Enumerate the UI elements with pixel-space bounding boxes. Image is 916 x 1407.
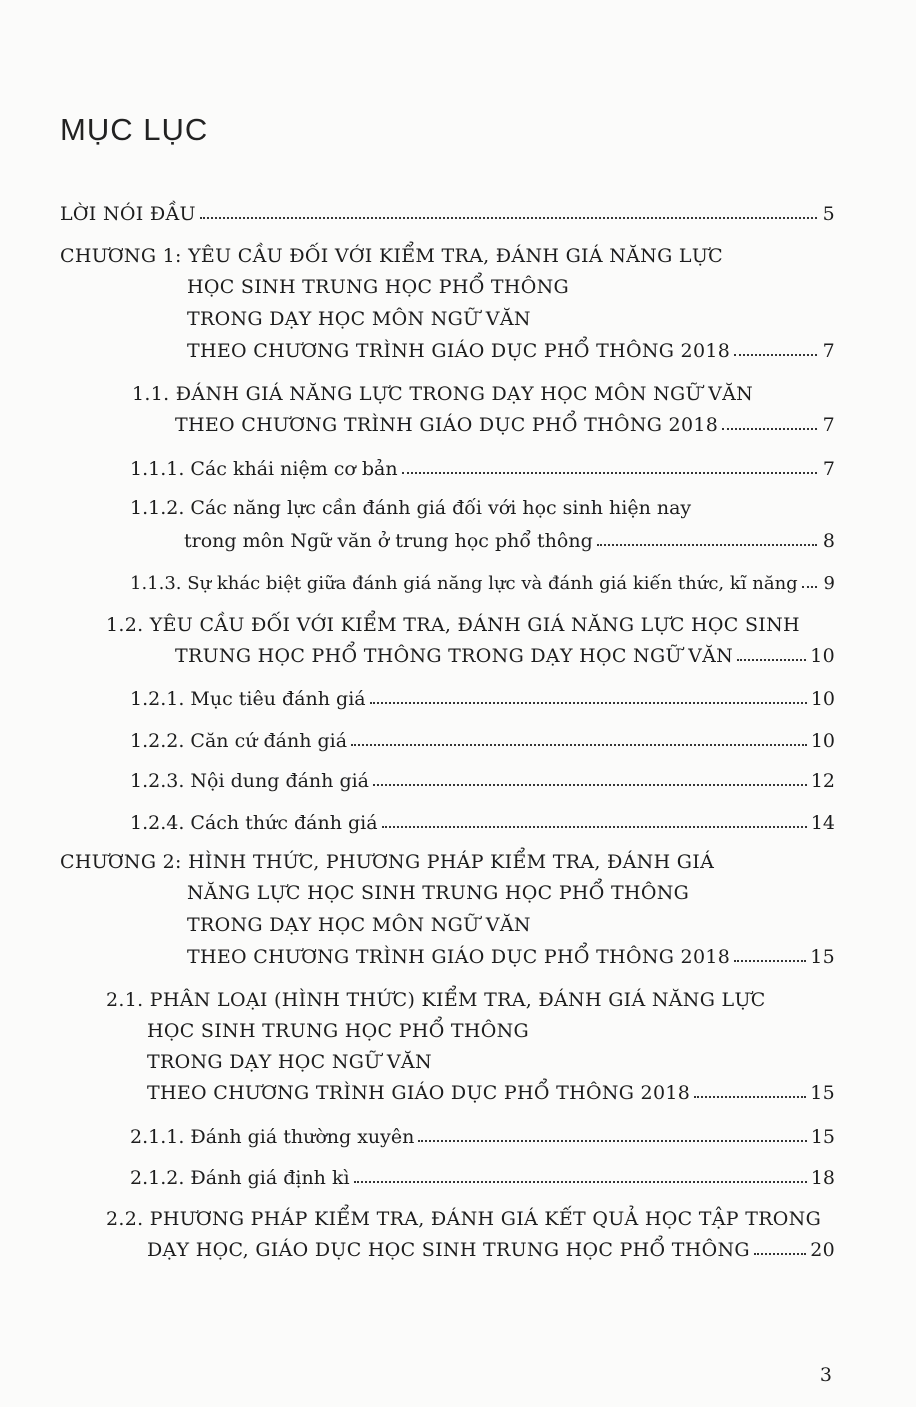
toc-entry-label: 1.1.3. Sự khác biệt giữa đánh giá năng lực và đánh giá kiến thức, kĩ năng: [130, 573, 798, 594]
toc-entry-label: THEO CHƯƠNG TRÌNH GIÁO DỤC PHỔ THÔNG 2018: [147, 1082, 691, 1104]
chapter-2-line-3: TRONG DẠY HỌC MÔN NGỮ VĂN: [187, 914, 531, 936]
toc-page-number: 5: [822, 203, 835, 225]
toc-entry-1-2-1: [130, 688, 835, 710]
toc-entry-label: THEO CHƯƠNG TRÌNH GIÁO DỤC PHỔ THÔNG 2018: [175, 414, 719, 436]
dot-leader: [200, 217, 817, 219]
toc-page-number: 15: [810, 1082, 835, 1104]
section-2-2-line-1: 2.2. PHƯƠNG PHÁP KIỂM TRA, ĐÁNH GIÁ KẾT QUẢ HỌC TẬP TRONG: [106, 1208, 822, 1230]
toc-entry-2-1-1: [130, 1126, 835, 1148]
section-2-1-line-3: TRONG DẠY HỌC NGỮ VĂN: [147, 1051, 432, 1073]
toc-page-number: 7: [822, 458, 835, 480]
toc-entry-1-2-4: [130, 812, 835, 834]
entry-1-1-2-line-1: 1.1.2. Các năng lực cần đánh giá đối với học sinh hiện nay: [130, 497, 692, 519]
toc-page-number: 7: [822, 414, 835, 436]
toc-entry-label: THEO CHƯƠNG TRÌNH GIÁO DỤC PHỔ THÔNG 2018: [187, 946, 731, 968]
toc-page-number: 10: [810, 645, 835, 667]
toc-entry-1-1-3: [130, 573, 835, 594]
toc-entry-label: 2.1.1. Đánh giá thường xuyên: [130, 1126, 415, 1148]
section-2-1-line-2: HỌC SINH TRUNG HỌC PHỔ THÔNG: [147, 1020, 530, 1042]
toc-entry-label: DẠY HỌC, GIÁO DỤC HỌC SINH TRUNG HỌC PHỔ THÔNG: [147, 1239, 750, 1261]
toc-entry-preface: [60, 203, 835, 225]
toc-entry-1-1-2: [184, 530, 835, 552]
dot-leader: [802, 586, 817, 588]
toc-entry-label: THEO CHƯƠNG TRÌNH GIÁO DỤC PHỔ THÔNG 2018: [187, 340, 731, 362]
chapter-1-line-2: HỌC SINH TRUNG HỌC PHỔ THÔNG: [187, 276, 570, 298]
toc-entry-1-1-1: [130, 458, 835, 480]
dot-leader: [734, 354, 817, 356]
dot-leader: [402, 472, 817, 474]
dot-leader: [373, 784, 807, 786]
toc-entry-label: TRUNG HỌC PHỔ THÔNG TRONG DẠY HỌC NGỮ VĂN: [175, 645, 734, 667]
toc-page-number: 9: [823, 573, 835, 594]
section-2-1-line-1: 2.1. PHÂN LOẠI (HÌNH THỨC) KIỂM TRA, ĐÁNH GIÁ NĂNG LỰC: [106, 989, 766, 1011]
dot-leader: [354, 1181, 807, 1183]
toc-page-number: 12: [810, 770, 835, 792]
toc-entry-label: 1.2.4. Cách thức đánh giá: [130, 812, 378, 834]
toc-entry-section-1-2: [175, 645, 835, 667]
chapter-1-line-3: TRONG DẠY HỌC MÔN NGỮ VĂN: [187, 308, 531, 330]
dot-leader: [694, 1096, 806, 1098]
toc-entry-label: 1.1.1. Các khái niệm cơ bản: [130, 458, 398, 480]
chapter-2-line-2: NĂNG LỰC HỌC SINH TRUNG HỌC PHỔ THÔNG: [187, 882, 690, 904]
toc-entry-label: 1.2.3. Nội dung đánh giá: [130, 770, 370, 792]
toc-entry-section-1-1: [175, 414, 835, 436]
toc-entry-section-2-1: [147, 1082, 835, 1104]
toc-entry-label: trong môn Ngữ văn ở trung học phổ thông: [184, 530, 593, 552]
toc-entry-label: 2.1.2. Đánh giá định kì: [130, 1167, 350, 1189]
dot-leader: [351, 744, 807, 746]
toc-entry-section-2-2: [147, 1239, 835, 1261]
toc-page-number: 8: [822, 530, 835, 552]
toc-entry-2-1-2: [130, 1167, 835, 1189]
chapter-2-line-1: CHƯƠNG 2: HÌNH THỨC, PHƯƠNG PHÁP KIỂM TRA, ĐÁNH GIÁ: [60, 851, 715, 873]
toc-page-number: 15: [810, 1126, 835, 1148]
toc-page-number: 7: [822, 340, 835, 362]
section-1-1-line-1: 1.1. ĐÁNH GIÁ NĂNG LỰC TRONG DẠY HỌC MÔN NGỮ VĂN: [132, 383, 754, 405]
dot-leader: [370, 702, 807, 704]
toc-page-number: 10: [810, 688, 835, 710]
toc-entry-1-2-2: [130, 730, 835, 752]
toc-entry-label: 1.2.1. Mục tiêu đánh giá: [130, 688, 366, 710]
toc-entry-chapter-2: [187, 946, 835, 968]
toc-entry-label: 1.2.2. Căn cứ đánh giá: [130, 730, 348, 752]
dot-leader: [722, 428, 817, 430]
chapter-1-line-1: CHƯƠNG 1: YÊU CẦU ĐỐI VỚI KIỂM TRA, ĐÁNH GIÁ NĂNG LỰC: [60, 245, 723, 267]
dot-leader: [382, 826, 807, 828]
section-1-2-line-1: 1.2. YÊU CẦU ĐỐI VỚI KIỂM TRA, ĐÁNH GIÁ NĂNG LỰC HỌC SINH: [106, 614, 800, 636]
toc-page-number: 18: [810, 1167, 835, 1189]
toc-entry-label: LỜI NÓI ĐẦU: [60, 203, 196, 225]
toc-page-number: 15: [810, 946, 835, 968]
dot-leader: [737, 659, 806, 661]
toc-page-number: 14: [810, 812, 835, 834]
dot-leader: [597, 544, 817, 546]
dot-leader: [418, 1140, 806, 1142]
dot-leader: [754, 1253, 806, 1255]
page-title: MỤC LỤC: [60, 112, 209, 147]
toc-entry-1-2-3: [130, 770, 835, 792]
dot-leader: [734, 960, 806, 962]
footer-page-number: 3: [819, 1364, 832, 1386]
toc-page-number: 10: [810, 730, 835, 752]
toc-page-number: 20: [810, 1239, 835, 1261]
toc-entry-chapter-1: [187, 340, 835, 362]
